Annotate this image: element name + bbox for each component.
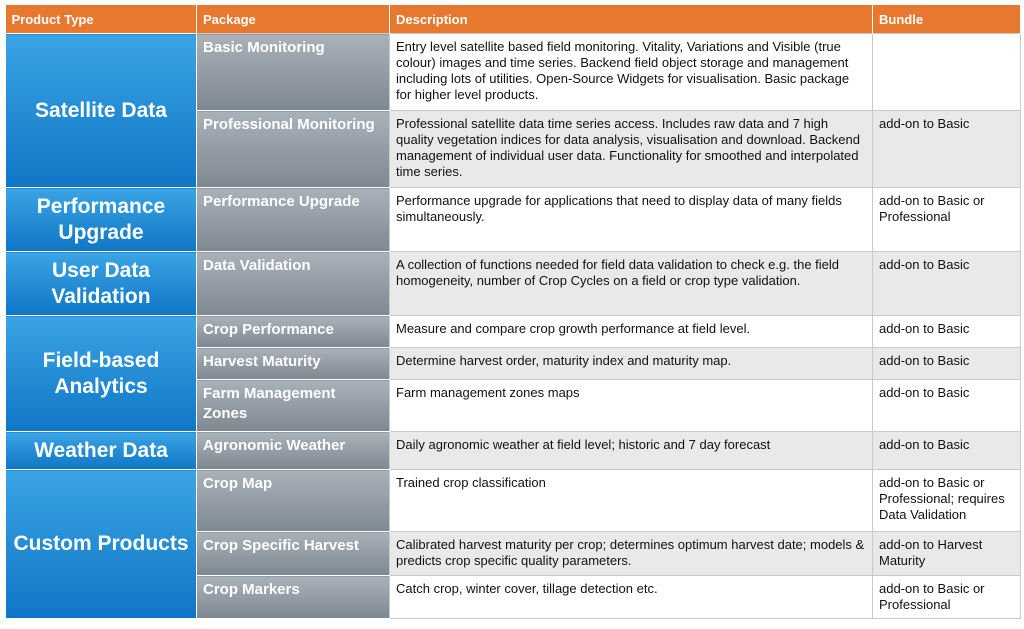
header-package: Package bbox=[197, 5, 390, 34]
bundle-crop-performance: add-on to Basic bbox=[873, 316, 1021, 348]
product-type-field-based-analytics: Field-based Analytics bbox=[6, 316, 197, 432]
description-crop-markers: Catch crop, winter cover, tillage detection etc. bbox=[390, 576, 873, 619]
product-table bbox=[5, 5, 1021, 619]
product-type-user-data-validation: User Data Validation bbox=[6, 252, 197, 316]
table-row bbox=[6, 188, 1021, 252]
package-crop-markers: Crop Markers bbox=[197, 576, 390, 619]
bundle-data-validation: add-on to Basic bbox=[873, 252, 1021, 316]
package-harvest-maturity: Harvest Maturity bbox=[197, 348, 390, 380]
description-crop-map: Trained crop classification bbox=[390, 470, 873, 532]
table-row bbox=[6, 34, 1021, 111]
product-type-custom-products: Custom Products bbox=[6, 470, 197, 619]
package-data-validation: Data Validation bbox=[197, 252, 390, 316]
bundle-performance-upgrade: add-on to Basic or Professional bbox=[873, 188, 1021, 252]
description-basic-monitoring: Entry level satellite based field monitoring. Vitality, Variations and Visible (true colour) images and time series. Backend field object storage and management including lots of utilities. Open-Source Widgets for visualisation. Basic package for higher level products. bbox=[390, 34, 873, 111]
header-product-type: Product Type bbox=[6, 5, 197, 34]
description-agronomic-weather: Daily agronomic weather at field level; historic and 7 day forecast bbox=[390, 432, 873, 470]
package-basic-monitoring: Basic Monitoring bbox=[197, 34, 390, 111]
description-crop-specific-harvest: Calibrated harvest maturity per crop; determines optimum harvest date; models & predicts crop specific quality parameters. bbox=[390, 532, 873, 576]
header-description: Description bbox=[390, 5, 873, 34]
table-row bbox=[6, 252, 1021, 316]
package-crop-specific-harvest: Crop Specific Harvest bbox=[197, 532, 390, 576]
description-crop-performance: Measure and compare crop growth performance at field level. bbox=[390, 316, 873, 348]
package-farm-management-zones: Farm Management Zones bbox=[197, 380, 390, 432]
header-bundle: Bundle bbox=[873, 5, 1021, 34]
package-crop-performance: Crop Performance bbox=[197, 316, 390, 348]
description-data-validation: A collection of functions needed for field data validation to check e.g. the field homogeneity, number of Crop Cycles on a field or crop type validation. bbox=[390, 252, 873, 316]
bundle-agronomic-weather: add-on to Basic bbox=[873, 432, 1021, 470]
header-row bbox=[6, 5, 1021, 34]
table-row bbox=[6, 316, 1021, 348]
description-harvest-maturity: Determine harvest order, maturity index and maturity map. bbox=[390, 348, 873, 380]
product-type-satellite-data: Satellite Data bbox=[6, 34, 197, 188]
package-crop-map: Crop Map bbox=[197, 470, 390, 532]
package-professional-monitoring: Professional Monitoring bbox=[197, 111, 390, 188]
table-row bbox=[6, 470, 1021, 532]
package-agronomic-weather: Agronomic Weather bbox=[197, 432, 390, 470]
package-performance-upgrade: Performance Upgrade bbox=[197, 188, 390, 252]
description-professional-monitoring: Professional satellite data time series access. Includes raw data and 7 high quality vegetation indices for data analysis, visualisation and download. Backend management of individual user data. Functionality for smoothed and interpolated time series. bbox=[390, 111, 873, 188]
bundle-harvest-maturity: add-on to Basic bbox=[873, 348, 1021, 380]
bundle-crop-specific-harvest: add-on to Harvest Maturity bbox=[873, 532, 1021, 576]
bundle-basic-monitoring bbox=[873, 34, 1021, 111]
table-row bbox=[6, 432, 1021, 470]
description-farm-management-zones: Farm management zones maps bbox=[390, 380, 873, 432]
bundle-crop-markers: add-on to Basic or Professional bbox=[873, 576, 1021, 619]
description-performance-upgrade: Performance upgrade for applications that need to display data of many fields simultaneously. bbox=[390, 188, 873, 252]
bundle-crop-map: add-on to Basic or Professional; requires Data Validation bbox=[873, 470, 1021, 532]
bundle-farm-management-zones: add-on to Basic bbox=[873, 380, 1021, 432]
bundle-professional-monitoring: add-on to Basic bbox=[873, 111, 1021, 188]
product-type-weather-data: Weather Data bbox=[6, 432, 197, 470]
product-type-performance-upgrade: Performance Upgrade bbox=[6, 188, 197, 252]
